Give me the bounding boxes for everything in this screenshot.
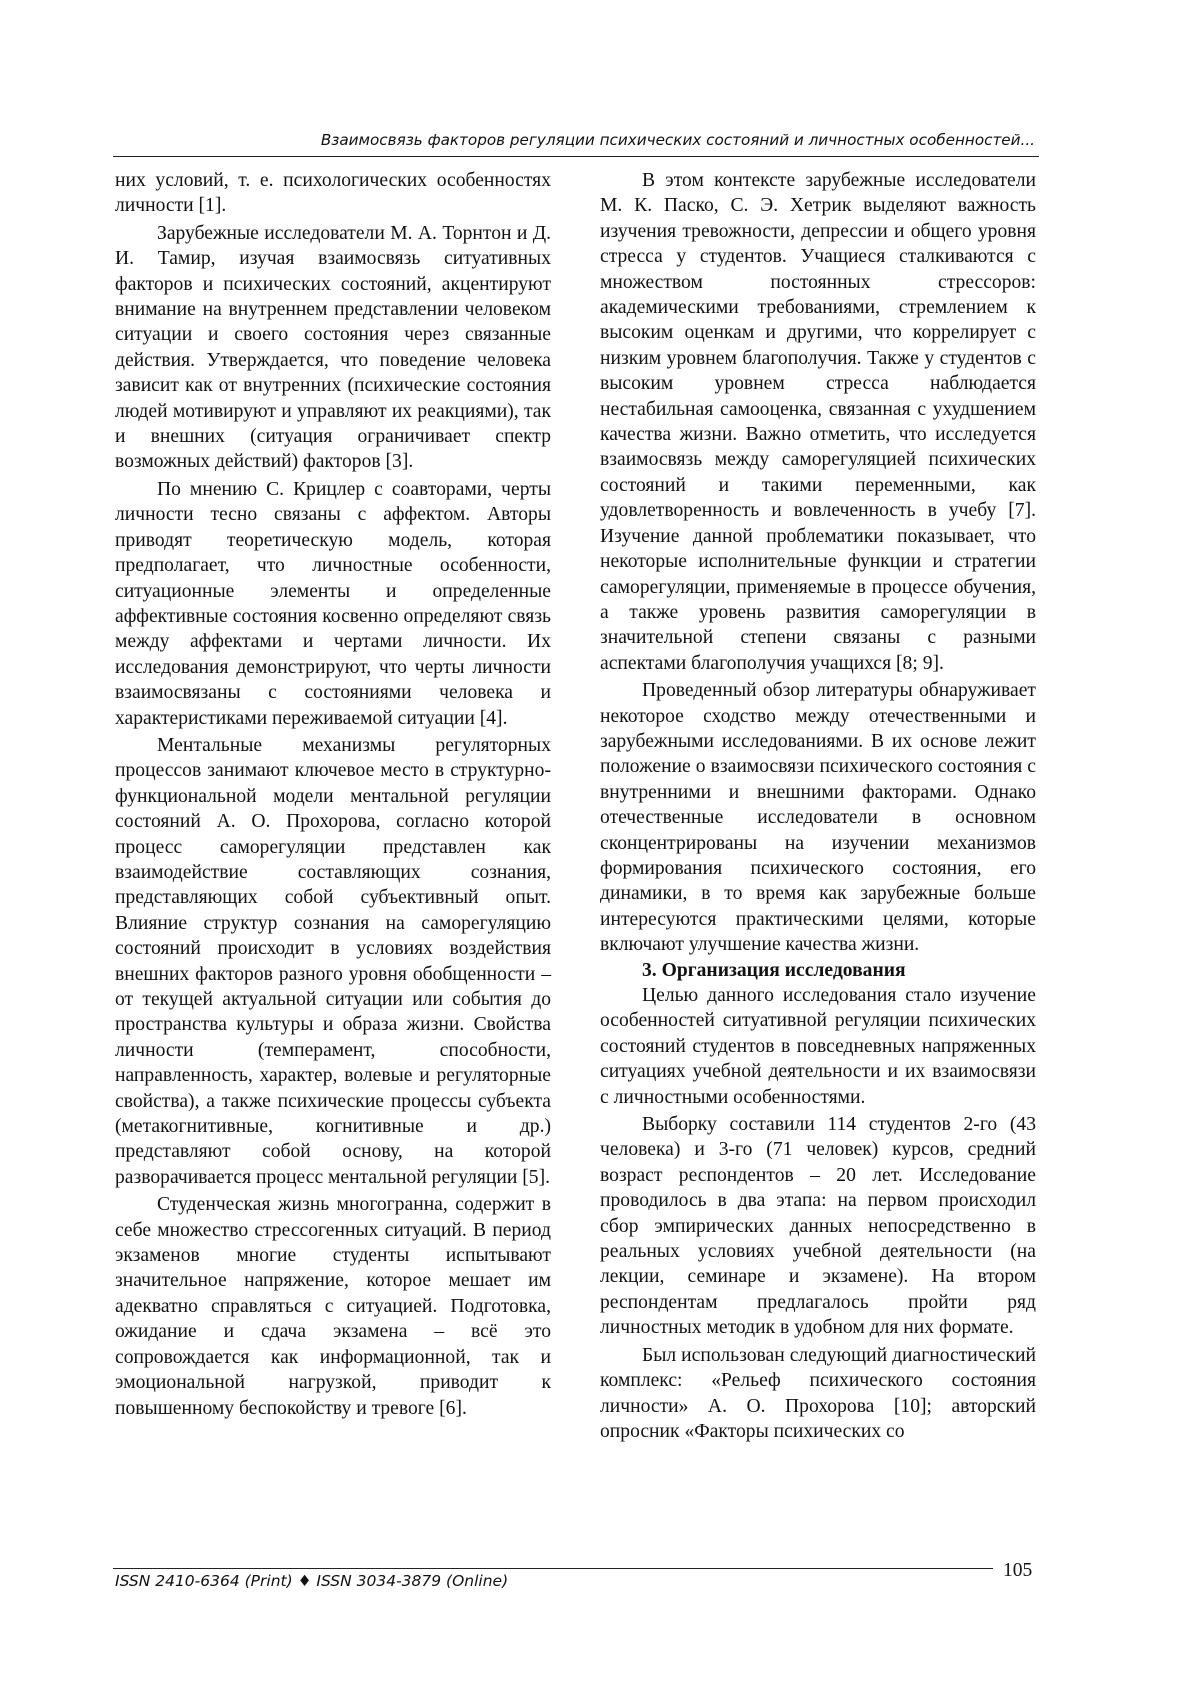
running-header-title: Взаимосвязь факторов регуляции психических состояний и личностных особенностей... <box>320 131 1035 149</box>
paragraph: В этом контексте зарубежные исследователи М. К. Паско, С. Э. Хетрик выделяют важность изучения тревожности, депрессии и общего уровня стресса у студентов. Учащиеся сталкиваются с множеством постоянных стрессоров: академическими требованиями, стремлением к высоким оценкам и другими, что коррелирует с низким уровнем благополучия. Также у студентов с высоким уровнем стресса наблюдается нестабильная самооценка, связанная с ухудшением качества жизни. Важно отметить, что исследуется взаимосвязь между саморегуляцией психических состояний и такими переменными, как удовлетворенность и вовлеченность в учебу [7]. Изучение данной проблематики показывает, что некоторые исполнительные функции и стратегии саморегуляции, применяемые в процессе обучения, а также уровень развития саморегуляции в значительной степени связаны с разными аспектами благополучия учащихся [8; 9]. <box>600 170 1036 674</box>
footer-issn: ISSN 2410-6364 (Print) ♦ ISSN 3034-3879 (Online) <box>115 1572 509 1590</box>
section-heading: 3. Организация исследования <box>642 959 906 981</box>
paragraph: Ментальные механизмы регуляторных процессов занимают ключевое место в структурно-функциональной модели ментальной регуляции состояний А. О. Прохорова, согласно которой процесс саморегуляции представлен как взаимодействие составляющих сознания, представляющих собой субъективный опыт. Влияние структур сознания на саморегуляцию состояний происходит в условиях воздействия внешних факторов разного уровня обобщенности – от текущей актуальной ситуации или события до пространства культуры и образа жизни. Свойства личности (темперамент, способности, направленность, характер, волевые и регуляторные свойства), а также психические процессы субъекта (метакогнитивные, когнитивные и др.) представляют собой основу, на которой разворачивается процесс ментальной регуляции [5]. <box>115 734 551 1188</box>
running-header <box>113 128 1039 157</box>
paragraph: них условий, т. е. психологических особенностях личности [1]. <box>115 170 551 217</box>
page-number: 105 <box>1003 1560 1033 1581</box>
paragraph: Целью данного исследования стало изучение особенностей ситуативной регуляции психических состояний студентов в повседневных напряженных ситуациях учебной деятельности и их взаимосвязи с личностными особенностями. <box>600 985 1036 1108</box>
paragraph: По мнению С. Крицлер с соавторами, черты личности тесно связаны с аффектом. Авторы приводят теоретическую модель, которая предполагает, что личностные особенности, ситуационные элементы и определенные аффективные состояния косвенно определяют связь между аффектами и чертами личности. Их исследования демонстрируют, что черты личности взаимосвязаны с состояниями человека и характеристиками переживаемой ситуации [4]. <box>115 478 551 729</box>
paragraph: Был использован следующий диагностический комплекс: «Рельеф психического состояния личности» А. О. Прохорова [10]; авторский опросник «Факторы психических со <box>600 1344 1036 1442</box>
left-column <box>115 168 551 1421</box>
paragraph: Зарубежные исследователи М. А. Торнтон и Д. И. Тамир, изучая взаимосвязь ситуативных факторов и психических состояний, акцентируют внимание на внутреннем представлении человеком ситуации и своего состояния через связанные действия. Утверждается, что поведение человека зависит как от внутренних (психические состояния людей мотивируют и управляют их реакциями), так и внешних (ситуация ограничивает спектр возможных действий) факторов [3]. <box>115 222 551 473</box>
footer-rule <box>113 1568 993 1569</box>
paragraph: Проведенный обзор литературы обнаруживает некоторое сходство между отечественными и зарубежными исследованиями. В их основе лежит положение о взаимосвязи психического состояния с внутренними и внешними факторами. Однако отечественные исследователи в основном сконцентрированы на изучении механизмов формирования психического состояния, его динамики, в то время как зарубежные больше интересуются практическими целями, которые включают улучшение качества жизни. <box>600 680 1036 956</box>
right-column <box>600 168 1036 1444</box>
paragraph: Студенческая жизнь многогранна, содержит в себе множество стрессогенных ситуаций. В период экзаменов многие студенты испытывают значительное напряжение, которое мешает им адекватно справляться с ситуацией. Подготовка, ожидание и сдача экзамена – всё это сопровождается как информационной, так и эмоциональной нагрузкой, приводит к повышенному беспокойству и тревоге [6]. <box>115 1194 551 1419</box>
paragraph: Выборку составили 114 студентов 2-го (43 человека) и 3-го (71 человек) курсов, средний возраст респондентов – 20 лет. Исследование проводилось в два этапа: на первом происходил сбор эмпирических данных непосредственно в реальных условиях учебной деятельности (на лекции, семинаре и экзамене). На втором респондентам предлагалось пройти ряд личностных методик в удобном для них формате. <box>600 1114 1036 1339</box>
